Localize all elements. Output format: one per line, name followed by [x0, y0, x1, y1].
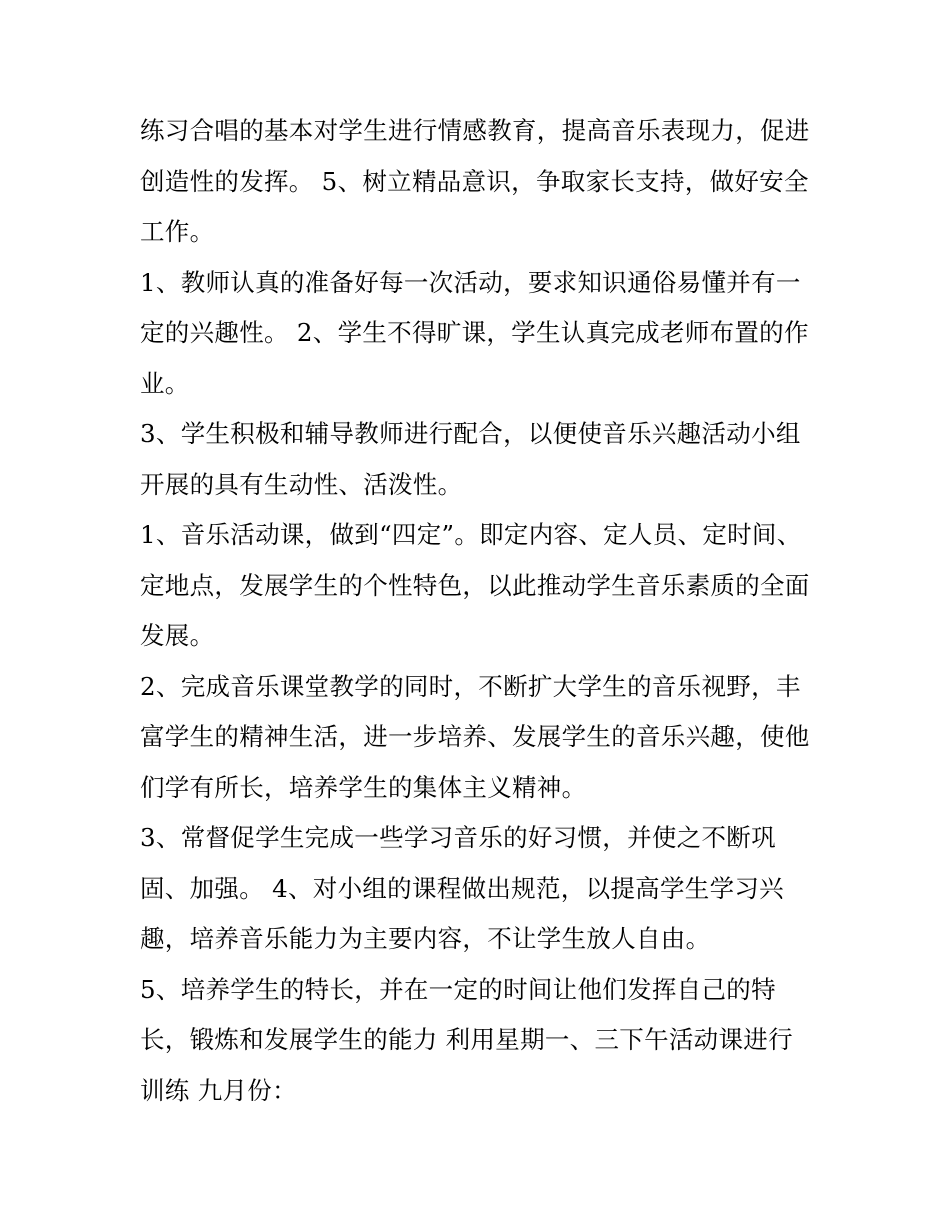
text-line: 3、常督促学生完成一些学习音乐的好习惯，并使之不断巩: [140, 823, 776, 852]
text-line: 开展的具有生动性、活泼性。: [140, 469, 463, 499]
text-line: 发展。: [140, 621, 215, 650]
text-line: 2、完成音乐课堂教学的同时，不断扩大学生的音乐视野，丰: [140, 671, 801, 701]
text-line: 工作。: [140, 217, 215, 246]
text-line: 长，锻炼和发展学生的能力 利用星期一、三下午活动课进行: [140, 1025, 793, 1054]
text-line: 练习合唱的基本对学生进行情感教育，提高音乐表现力，促进: [140, 116, 810, 145]
text-line: 们学有所长，培养学生的集体主义精神。: [140, 772, 587, 802]
text-line: 趣，培养音乐能力为主要内容，不让学生放人自由。: [140, 924, 711, 953]
text-line: 创造性的发挥。 5、树立精品意识，争取家长支持，做好安全: [140, 166, 809, 196]
text-line: 1、教师认真的准备好每一次活动，要求知识通俗易懂并有一: [140, 267, 801, 297]
text-line: 5、培养学生的特长，并在一定的时间让他们发挥自己的特: [140, 974, 776, 1004]
text-line: 定地点，发展学生的个性特色，以此推动学生音乐素质的全面: [140, 570, 810, 600]
text-line: 富学生的精神生活，进一步培养、发展学生的音乐兴趣，使他: [140, 722, 810, 751]
text-line: 固、加强。 4、对小组的课程做出规范，以提高学生学习兴: [140, 873, 784, 903]
text-line: 业。: [140, 368, 190, 398]
text-line: 训练 九月份：: [140, 1075, 297, 1105]
document-body: [140, 106, 830, 1116]
text-line: 定的兴趣性。 2、学生不得旷课，学生认真完成老师布置的作: [140, 318, 809, 347]
text-line: 1、音乐活动课，做到“四定”。即定内容、定人员、定时间、: [140, 520, 802, 549]
text-line: 3、学生积极和辅导教师进行配合，以便使音乐兴趣活动小组: [140, 419, 801, 448]
